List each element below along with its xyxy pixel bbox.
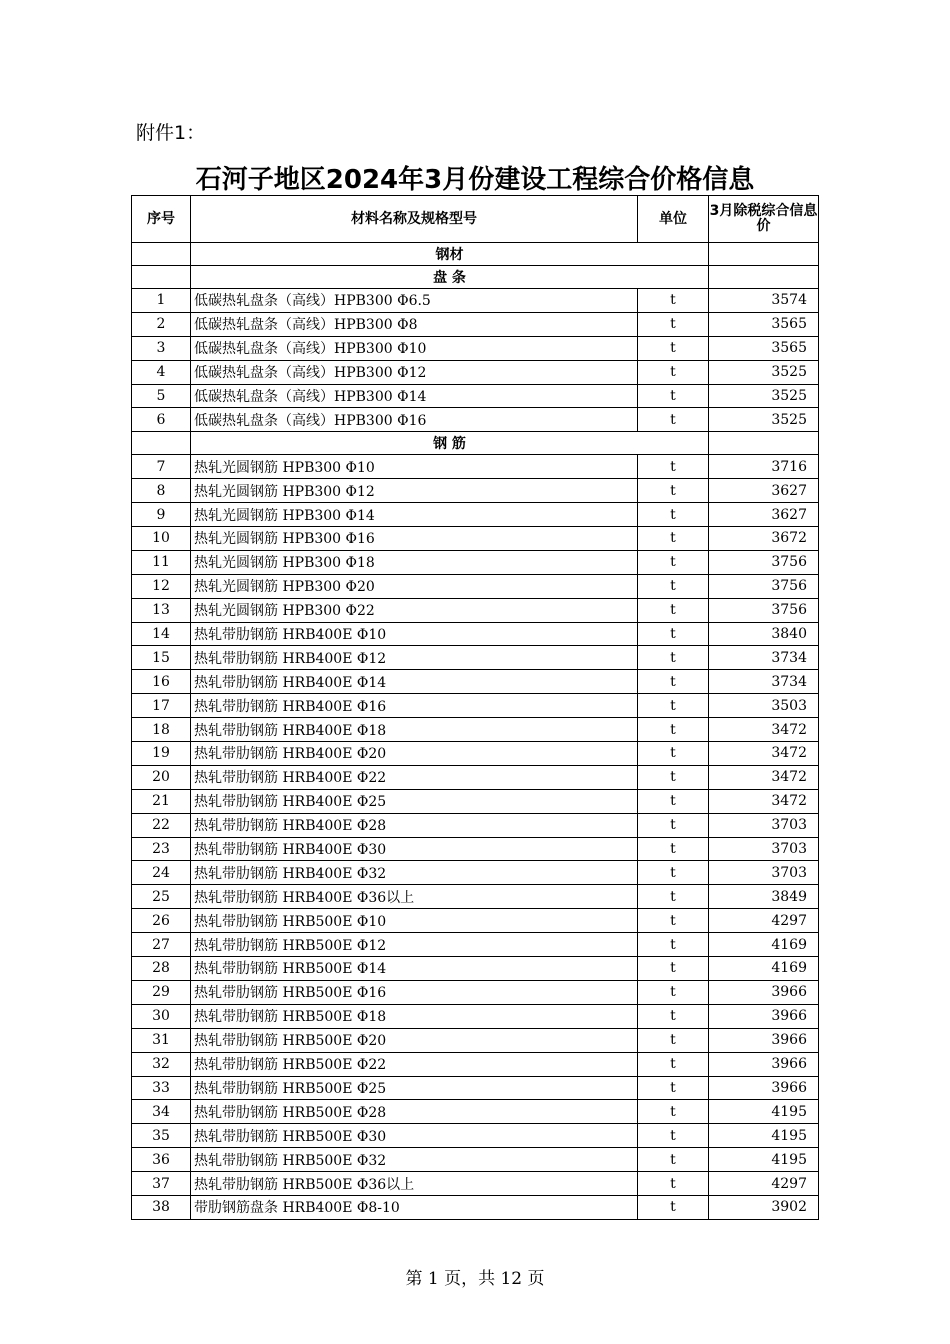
cell-unit: t (638, 455, 709, 479)
page-title: 石河子地区2024年3月份建设工程综合价格信息 (195, 165, 755, 195)
cell-price: 3849 (709, 885, 819, 909)
cell-price: 4195 (709, 1100, 819, 1124)
cell-unit: t (638, 384, 709, 408)
cell-price: 3966 (709, 1028, 819, 1052)
cell-name: 热轧带肋钢筋 HRB500E Φ28 (191, 1100, 638, 1124)
table-row (132, 694, 819, 718)
cell-price: 3565 (709, 336, 819, 360)
cell-price: 4195 (709, 1124, 819, 1148)
section-empty-cell (709, 243, 819, 266)
cell-unit: t (638, 622, 709, 646)
table-row (132, 336, 819, 360)
cell-unit: t (638, 1100, 709, 1124)
table-row (132, 1076, 819, 1100)
cell-name: 带肋钢筋盘条 HRB400E Φ8-10 (191, 1195, 638, 1219)
cell-price: 3472 (709, 765, 819, 789)
cell-unit: t (638, 598, 709, 622)
cell-no: 1 (132, 289, 191, 313)
cell-no: 17 (132, 694, 191, 718)
cell-no: 11 (132, 550, 191, 574)
table-row (132, 765, 819, 789)
cell-unit: t (638, 885, 709, 909)
table-row (132, 384, 819, 408)
cell-price: 3966 (709, 1004, 819, 1028)
section-empty-cell (709, 432, 819, 455)
cell-unit: t (638, 336, 709, 360)
cell-unit: t (638, 408, 709, 432)
cell-no: 33 (132, 1076, 191, 1100)
table-row (132, 1195, 819, 1219)
cell-price: 4297 (709, 909, 819, 933)
cell-no: 7 (132, 455, 191, 479)
table-row (132, 861, 819, 885)
cell-unit: t (638, 574, 709, 598)
cell-unit: t (638, 289, 709, 313)
cell-price: 3734 (709, 670, 819, 694)
cell-unit: t (638, 813, 709, 837)
cell-unit: t (638, 742, 709, 766)
section-empty-cell (132, 266, 191, 289)
cell-no: 32 (132, 1052, 191, 1076)
cell-no: 35 (132, 1124, 191, 1148)
cell-price: 3525 (709, 360, 819, 384)
table-row (132, 479, 819, 503)
cell-name: 低碳热轧盘条（高线）HPB300 Φ14 (191, 384, 638, 408)
table-row (132, 670, 819, 694)
cell-no: 4 (132, 360, 191, 384)
cell-no: 10 (132, 527, 191, 551)
table-row (132, 503, 819, 527)
cell-name: 热轧带肋钢筋 HRB400E Φ20 (191, 742, 638, 766)
cell-unit: t (638, 1076, 709, 1100)
cell-unit: t (638, 980, 709, 1004)
table-row (132, 550, 819, 574)
cell-name: 热轧光圆钢筋 HPB300 Φ10 (191, 455, 638, 479)
cell-no: 31 (132, 1028, 191, 1052)
cell-no: 8 (132, 479, 191, 503)
cell-unit: t (638, 1028, 709, 1052)
table-row (132, 289, 819, 313)
cell-price: 3525 (709, 384, 819, 408)
cell-no: 36 (132, 1148, 191, 1172)
cell-unit: t (638, 527, 709, 551)
cell-unit: t (638, 360, 709, 384)
cell-name: 低碳热轧盘条（高线）HPB300 Φ10 (191, 336, 638, 360)
table-row (132, 909, 819, 933)
section-row (132, 432, 819, 455)
cell-name: 低碳热轧盘条（高线）HPB300 Φ6.5 (191, 289, 638, 313)
header-name: 材料名称及规格型号 (191, 196, 638, 243)
cell-price: 3840 (709, 622, 819, 646)
cell-unit: t (638, 765, 709, 789)
cell-unit: t (638, 861, 709, 885)
cell-price: 3472 (709, 718, 819, 742)
cell-no: 9 (132, 503, 191, 527)
cell-no: 13 (132, 598, 191, 622)
cell-name: 热轧带肋钢筋 HRB500E Φ30 (191, 1124, 638, 1148)
cell-name: 热轧带肋钢筋 HRB500E Φ14 (191, 957, 638, 981)
cell-name: 热轧光圆钢筋 HPB300 Φ22 (191, 598, 638, 622)
cell-no: 29 (132, 980, 191, 1004)
cell-price: 3756 (709, 574, 819, 598)
cell-no: 28 (132, 957, 191, 981)
cell-no: 23 (132, 837, 191, 861)
table-row (132, 598, 819, 622)
table-row (132, 646, 819, 670)
attachment-label: 附件1： (136, 122, 206, 144)
cell-no: 18 (132, 718, 191, 742)
table-row (132, 957, 819, 981)
price-table (131, 195, 819, 1220)
cell-price: 3472 (709, 742, 819, 766)
cell-price: 3627 (709, 503, 819, 527)
cell-name: 热轧带肋钢筋 HRB400E Φ16 (191, 694, 638, 718)
cell-unit: t (638, 909, 709, 933)
table-row (132, 360, 819, 384)
cell-no: 12 (132, 574, 191, 598)
cell-name: 热轧带肋钢筋 HRB500E Φ10 (191, 909, 638, 933)
section-title: 盘 条 (191, 266, 709, 289)
table-header-row (132, 196, 819, 243)
table-row (132, 1172, 819, 1196)
cell-price: 3672 (709, 527, 819, 551)
cell-price: 3525 (709, 408, 819, 432)
cell-unit: t (638, 1195, 709, 1219)
table-row (132, 1100, 819, 1124)
page-footer: 第 1 页，共 12 页 (405, 1269, 545, 1289)
cell-name: 热轧带肋钢筋 HRB500E Φ22 (191, 1052, 638, 1076)
cell-unit: t (638, 479, 709, 503)
cell-name: 热轧带肋钢筋 HRB400E Φ32 (191, 861, 638, 885)
cell-price: 4195 (709, 1148, 819, 1172)
cell-name: 热轧带肋钢筋 HRB400E Φ25 (191, 789, 638, 813)
cell-no: 34 (132, 1100, 191, 1124)
cell-name: 热轧带肋钢筋 HRB400E Φ30 (191, 837, 638, 861)
cell-name: 低碳热轧盘条（高线）HPB300 Φ12 (191, 360, 638, 384)
cell-name: 热轧带肋钢筋 HRB500E Φ20 (191, 1028, 638, 1052)
cell-unit: t (638, 1148, 709, 1172)
cell-price: 3756 (709, 598, 819, 622)
cell-unit: t (638, 550, 709, 574)
cell-name: 热轧带肋钢筋 HRB400E Φ28 (191, 813, 638, 837)
table-row (132, 1052, 819, 1076)
cell-unit: t (638, 1172, 709, 1196)
cell-unit: t (638, 1124, 709, 1148)
cell-no: 15 (132, 646, 191, 670)
cell-name: 低碳热轧盘条（高线）HPB300 Φ8 (191, 312, 638, 336)
cell-name: 热轧带肋钢筋 HRB500E Φ36以上 (191, 1172, 638, 1196)
cell-no: 16 (132, 670, 191, 694)
table-row (132, 527, 819, 551)
cell-price: 3574 (709, 289, 819, 313)
header-no: 序号 (132, 196, 191, 243)
cell-no: 37 (132, 1172, 191, 1196)
cell-name: 热轧带肋钢筋 HRB400E Φ22 (191, 765, 638, 789)
cell-name: 热轧带肋钢筋 HRB500E Φ18 (191, 1004, 638, 1028)
cell-name: 热轧带肋钢筋 HRB400E Φ36以上 (191, 885, 638, 909)
section-title: 钢材 (191, 243, 709, 266)
cell-no: 3 (132, 336, 191, 360)
table-row (132, 1124, 819, 1148)
cell-name: 热轧带肋钢筋 HRB500E Φ16 (191, 980, 638, 1004)
cell-no: 30 (132, 1004, 191, 1028)
table-row (132, 980, 819, 1004)
table-row (132, 933, 819, 957)
cell-price: 3902 (709, 1195, 819, 1219)
cell-no: 22 (132, 813, 191, 837)
cell-name: 热轧带肋钢筋 HRB400E Φ18 (191, 718, 638, 742)
cell-price: 3703 (709, 837, 819, 861)
cell-unit: t (638, 789, 709, 813)
cell-unit: t (638, 1052, 709, 1076)
table-body (132, 243, 819, 1220)
cell-no: 20 (132, 765, 191, 789)
cell-price: 3472 (709, 789, 819, 813)
table-row (132, 408, 819, 432)
cell-name: 热轧带肋钢筋 HRB500E Φ12 (191, 933, 638, 957)
cell-price: 4169 (709, 957, 819, 981)
section-title: 钢 筋 (191, 432, 709, 455)
cell-no: 38 (132, 1195, 191, 1219)
cell-name: 热轧带肋钢筋 HRB400E Φ10 (191, 622, 638, 646)
section-empty-cell (132, 243, 191, 266)
table-row (132, 837, 819, 861)
section-row (132, 266, 819, 289)
cell-price: 3734 (709, 646, 819, 670)
cell-unit: t (638, 646, 709, 670)
table-row (132, 718, 819, 742)
cell-unit: t (638, 718, 709, 742)
cell-no: 25 (132, 885, 191, 909)
table-row (132, 574, 819, 598)
cell-name: 热轧带肋钢筋 HRB500E Φ32 (191, 1148, 638, 1172)
cell-price: 3966 (709, 980, 819, 1004)
cell-name: 热轧带肋钢筋 HRB400E Φ14 (191, 670, 638, 694)
cell-price: 3503 (709, 694, 819, 718)
cell-unit: t (638, 837, 709, 861)
cell-price: 3756 (709, 550, 819, 574)
cell-name: 热轧光圆钢筋 HPB300 Φ14 (191, 503, 638, 527)
cell-price: 4169 (709, 933, 819, 957)
cell-price: 3627 (709, 479, 819, 503)
table-row (132, 885, 819, 909)
cell-name: 热轧光圆钢筋 HPB300 Φ16 (191, 527, 638, 551)
cell-no: 26 (132, 909, 191, 933)
table-row (132, 742, 819, 766)
cell-no: 27 (132, 933, 191, 957)
table-row (132, 789, 819, 813)
cell-name: 热轧光圆钢筋 HPB300 Φ18 (191, 550, 638, 574)
cell-price: 3703 (709, 861, 819, 885)
cell-unit: t (638, 503, 709, 527)
cell-unit: t (638, 694, 709, 718)
cell-no: 2 (132, 312, 191, 336)
cell-unit: t (638, 670, 709, 694)
cell-no: 5 (132, 384, 191, 408)
cell-price: 3565 (709, 312, 819, 336)
table-row (132, 1004, 819, 1028)
header-unit: 单位 (638, 196, 709, 243)
cell-name: 低碳热轧盘条（高线）HPB300 Φ16 (191, 408, 638, 432)
cell-price: 3716 (709, 455, 819, 479)
table-row (132, 455, 819, 479)
cell-no: 19 (132, 742, 191, 766)
cell-price: 4297 (709, 1172, 819, 1196)
cell-unit: t (638, 933, 709, 957)
table-row (132, 1028, 819, 1052)
table-row (132, 1148, 819, 1172)
cell-no: 24 (132, 861, 191, 885)
table-row (132, 622, 819, 646)
cell-price: 3966 (709, 1052, 819, 1076)
section-empty-cell (709, 266, 819, 289)
cell-unit: t (638, 957, 709, 981)
cell-unit: t (638, 312, 709, 336)
cell-no: 21 (132, 789, 191, 813)
section-row (132, 243, 819, 266)
header-price: 3月除税综合信息价 (709, 196, 819, 243)
table-row (132, 312, 819, 336)
cell-name: 热轧带肋钢筋 HRB500E Φ25 (191, 1076, 638, 1100)
cell-no: 6 (132, 408, 191, 432)
cell-price: 3966 (709, 1076, 819, 1100)
cell-name: 热轧光圆钢筋 HPB300 Φ12 (191, 479, 638, 503)
cell-name: 热轧光圆钢筋 HPB300 Φ20 (191, 574, 638, 598)
table-row (132, 813, 819, 837)
cell-unit: t (638, 1004, 709, 1028)
cell-price: 3703 (709, 813, 819, 837)
cell-name: 热轧带肋钢筋 HRB400E Φ12 (191, 646, 638, 670)
cell-no: 14 (132, 622, 191, 646)
section-empty-cell (132, 432, 191, 455)
